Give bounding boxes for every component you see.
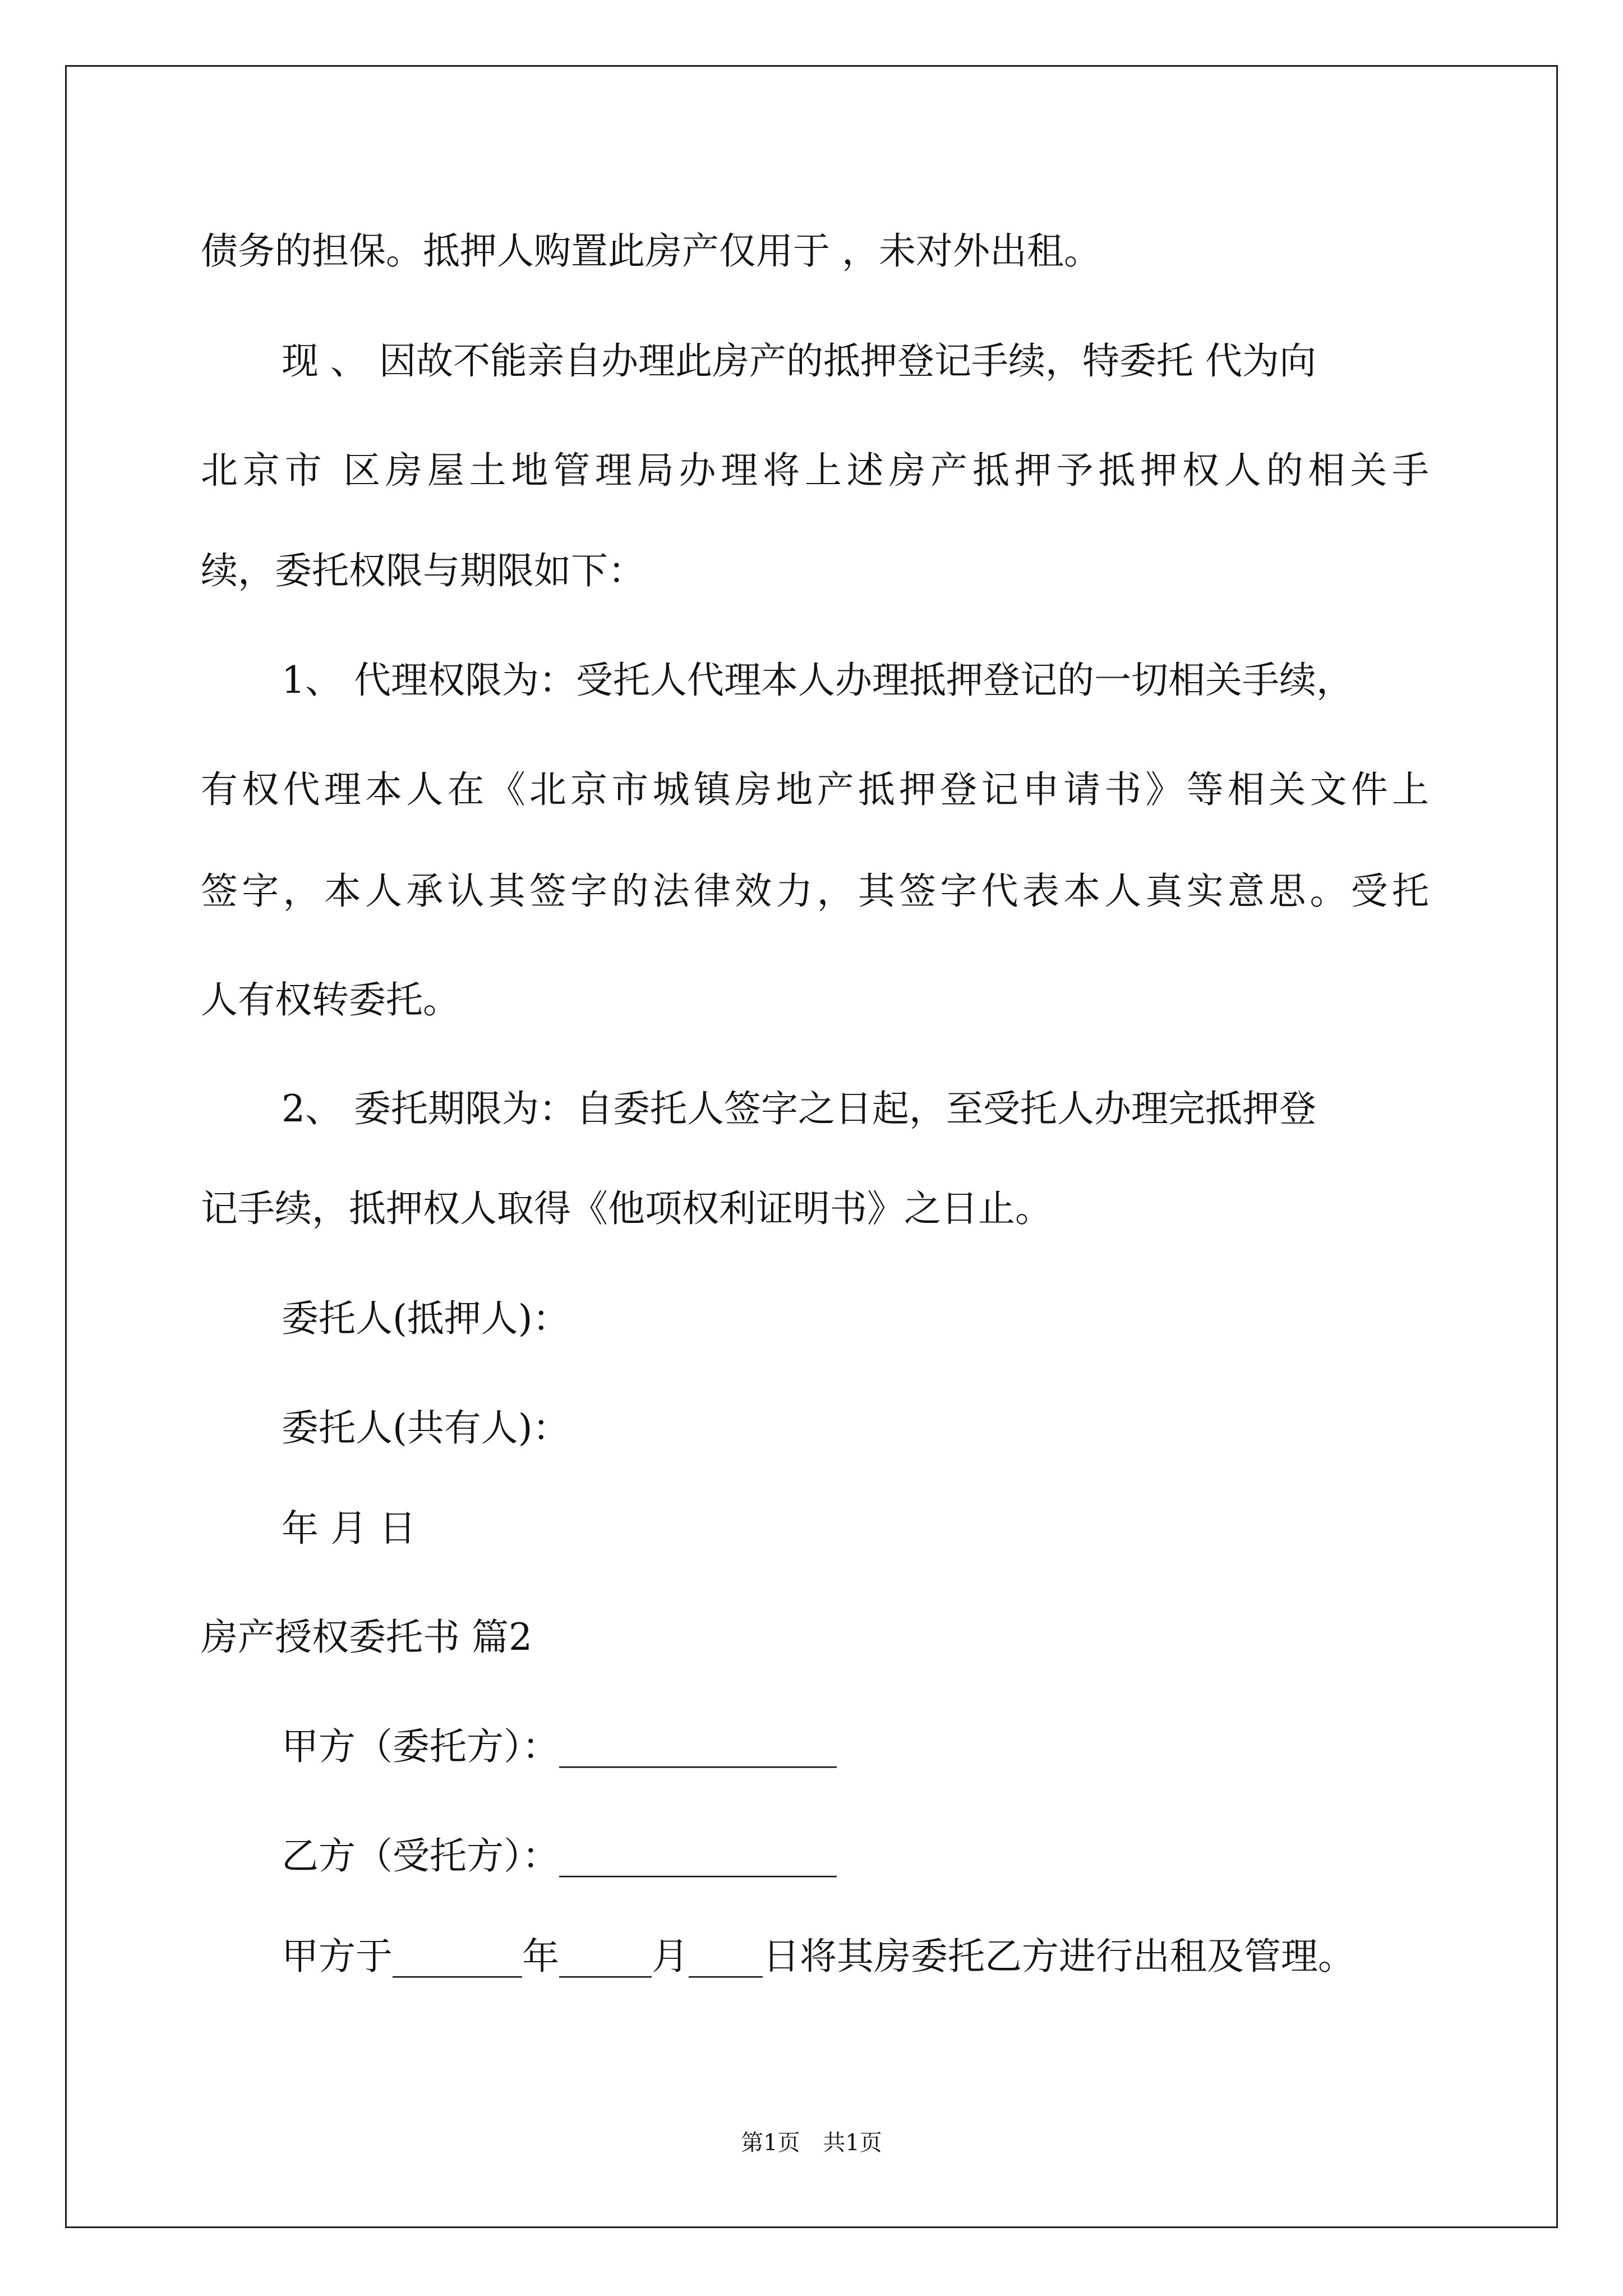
clause-2-line-2: 记手续，抵押权人取得《他项权利证明书》之日止。 bbox=[201, 1187, 1052, 1230]
date-line: 年 月 日 bbox=[282, 1507, 416, 1550]
paragraph-line-3: 北京市 区房屋土地管理局办理将上述房产抵押予抵押权人的相关手 bbox=[201, 449, 1429, 492]
paragraph-line-4: 续，委托权限与期限如下： bbox=[201, 549, 645, 592]
party-a-line: 甲方（委托方）：_______________ bbox=[282, 1725, 837, 1768]
clause-1-line-1: 1、 代理权限为：受托人代理本人办理抵押登记的一切相关手续， bbox=[282, 659, 1353, 702]
page-footer bbox=[0, 2132, 1623, 2154]
page-border bbox=[65, 65, 1558, 2228]
signature-principal-mortgagor: 委托人(抵押人)： bbox=[282, 1297, 570, 1340]
clause-1-line-4: 人有权转委托。 bbox=[201, 978, 460, 1022]
party-b-line: 乙方（受托方）：_______________ bbox=[282, 1834, 837, 1878]
page-current: 第1页 bbox=[741, 2130, 800, 2156]
section-heading: 房产授权委托书 篇2 bbox=[201, 1616, 532, 1659]
signature-principal-coowner: 委托人(共有人)： bbox=[282, 1406, 570, 1450]
paragraph-line-1: 债务的担保。抵押人购置此房产仅用于 ，未对外出租。 bbox=[201, 229, 1101, 273]
page-total: 共1页 bbox=[823, 2130, 882, 2156]
clause-1-line-3: 签字，本人承认其签字的法律效力，其签字代表本人真实意思。受托 bbox=[201, 869, 1429, 913]
clause-1-line-2: 有权代理本人在《北京市城镇房地产抵押登记申请书》等相关文件上 bbox=[201, 768, 1429, 811]
clause-2-line-1: 2、 委托期限为：自委托人签字之日起，至受托人办理完抵押登 bbox=[282, 1087, 1316, 1130]
paragraph-line-2: 现 、 因故不能亲自办理此房产的抵押登记手续，特委托 代为向 bbox=[282, 339, 1316, 383]
entrust-statement-line: 甲方于_______年_____月____日将其房委托乙方进行出租及管理。 bbox=[282, 1935, 1355, 1978]
